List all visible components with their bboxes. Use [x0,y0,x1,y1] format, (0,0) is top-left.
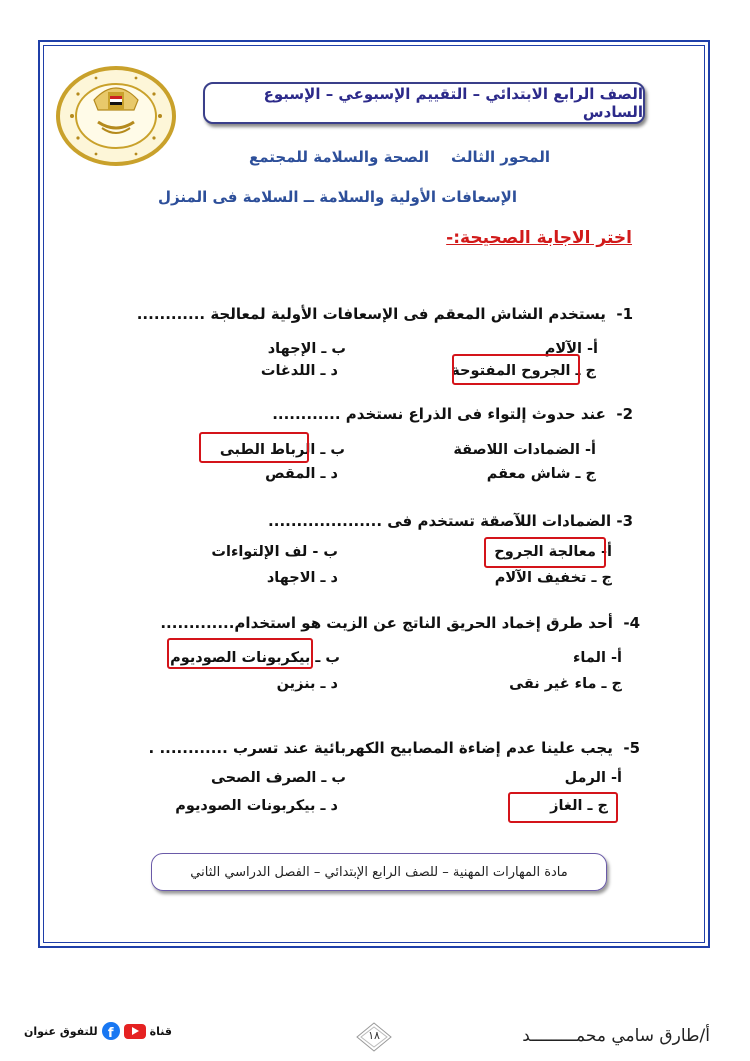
q4-option-b: ب ـ بيكربونات الصوديوم [170,650,340,666]
q2-option-d: د ـ المقص [265,466,338,482]
question-text: يجب علينا عدم إضاءة المصابيح الكهربائية عند تسرب ............ . [148,739,613,757]
question-text: يستخدم الشاش المعقم فى الإسعافات الأولية لمعالجة ............ [136,305,606,323]
question-number: 1- [616,305,633,323]
channel-credit [24,1020,172,1042]
axis-value: الصحة والسلامة للمجتمع [248,148,430,166]
axis-heading [249,148,550,166]
channel-name: للتفوق عنوان [24,1024,98,1038]
axis-label: المحور الثالث [451,148,550,166]
q4-option-a: أ- الماء [572,650,622,666]
question-2 [272,405,633,423]
q3-option-d: د ـ الاجهاد [266,570,338,586]
q1-option-b: ب ـ الإجهاد [267,341,346,357]
question-5 [149,739,640,757]
q2-answer-highlight [199,432,309,463]
question-4 [160,614,640,632]
q5-option-d: د ـ بيكربونات الصوديوم [175,798,338,814]
q4-option-c: ج ـ ماء غير نقى [509,676,622,692]
q3-option-a: أ- معالجة الجروح [494,544,612,560]
topic-heading: الإسعافات الأولية والسلامة ــ السلامة فى المنزل [157,188,517,206]
question-number: 2- [616,405,633,423]
youtube-icon [124,1024,146,1039]
q5-option-b: ب ـ الصرف الصحى [210,770,346,786]
facebook-icon: f [102,1022,120,1040]
question-text: عند حدوث إلتواء فى الذراع نستخدم ............ [272,405,606,423]
ministry-seal-logo [56,66,176,166]
q2-option-b: ب ـ الرباط الطبى [219,442,345,458]
question-text: الضمادات اللآصقة تستخدم فى .................... [268,512,612,530]
question-text: أحد طرق إخماد الحريق الناتج عن الزيت هو استخدام............. [160,614,613,632]
q1-option-a: أ- الآلام [544,341,598,357]
question-3 [268,512,633,530]
question-number: 5- [623,739,640,757]
question-1 [137,305,633,323]
worksheet-title: الصف الرابع الابتدائي – التقييم الإسبوعي – الإسبوع السادس [203,82,645,124]
q5-option-a: أ- الرمل [564,770,622,786]
channel-prefix: قناة [149,1024,172,1038]
q4-option-d: د ـ بنزين [276,676,338,692]
q1-option-d: د ـ اللدغات [260,363,338,379]
q1-answer-highlight [452,354,580,385]
q3-option-b: ب - لف الإلتواءات [211,544,338,560]
q2-option-a: أ- الضمادات اللاصقة [453,442,596,458]
question-number: 4- [623,614,640,632]
page-number: ١٨ [368,1029,380,1042]
q4-answer-highlight [167,638,313,669]
footer-subject: مادة المهارات المهنية – للصف الرابع الإبتدائي – الفصل الدراسي الثاني [151,853,607,891]
q3-option-c: ج ـ تخفيف الآلام [494,570,612,586]
q5-option-c: ج ـ الغاز [550,798,608,814]
q3-answer-highlight [484,537,606,568]
q1-option-c: ج ـ الجروح المفتوحة [451,363,596,379]
q5-answer-highlight [508,792,618,823]
instruction-heading: اختر الاجابة الصحيحة:- [446,228,632,248]
teacher-signature: أ/طارق سامي محمـــــــــد [522,1026,710,1046]
q2-option-c: ج ـ شاش معقم [486,466,596,482]
page-number-badge [356,1022,392,1052]
question-number: 3- [616,512,633,530]
